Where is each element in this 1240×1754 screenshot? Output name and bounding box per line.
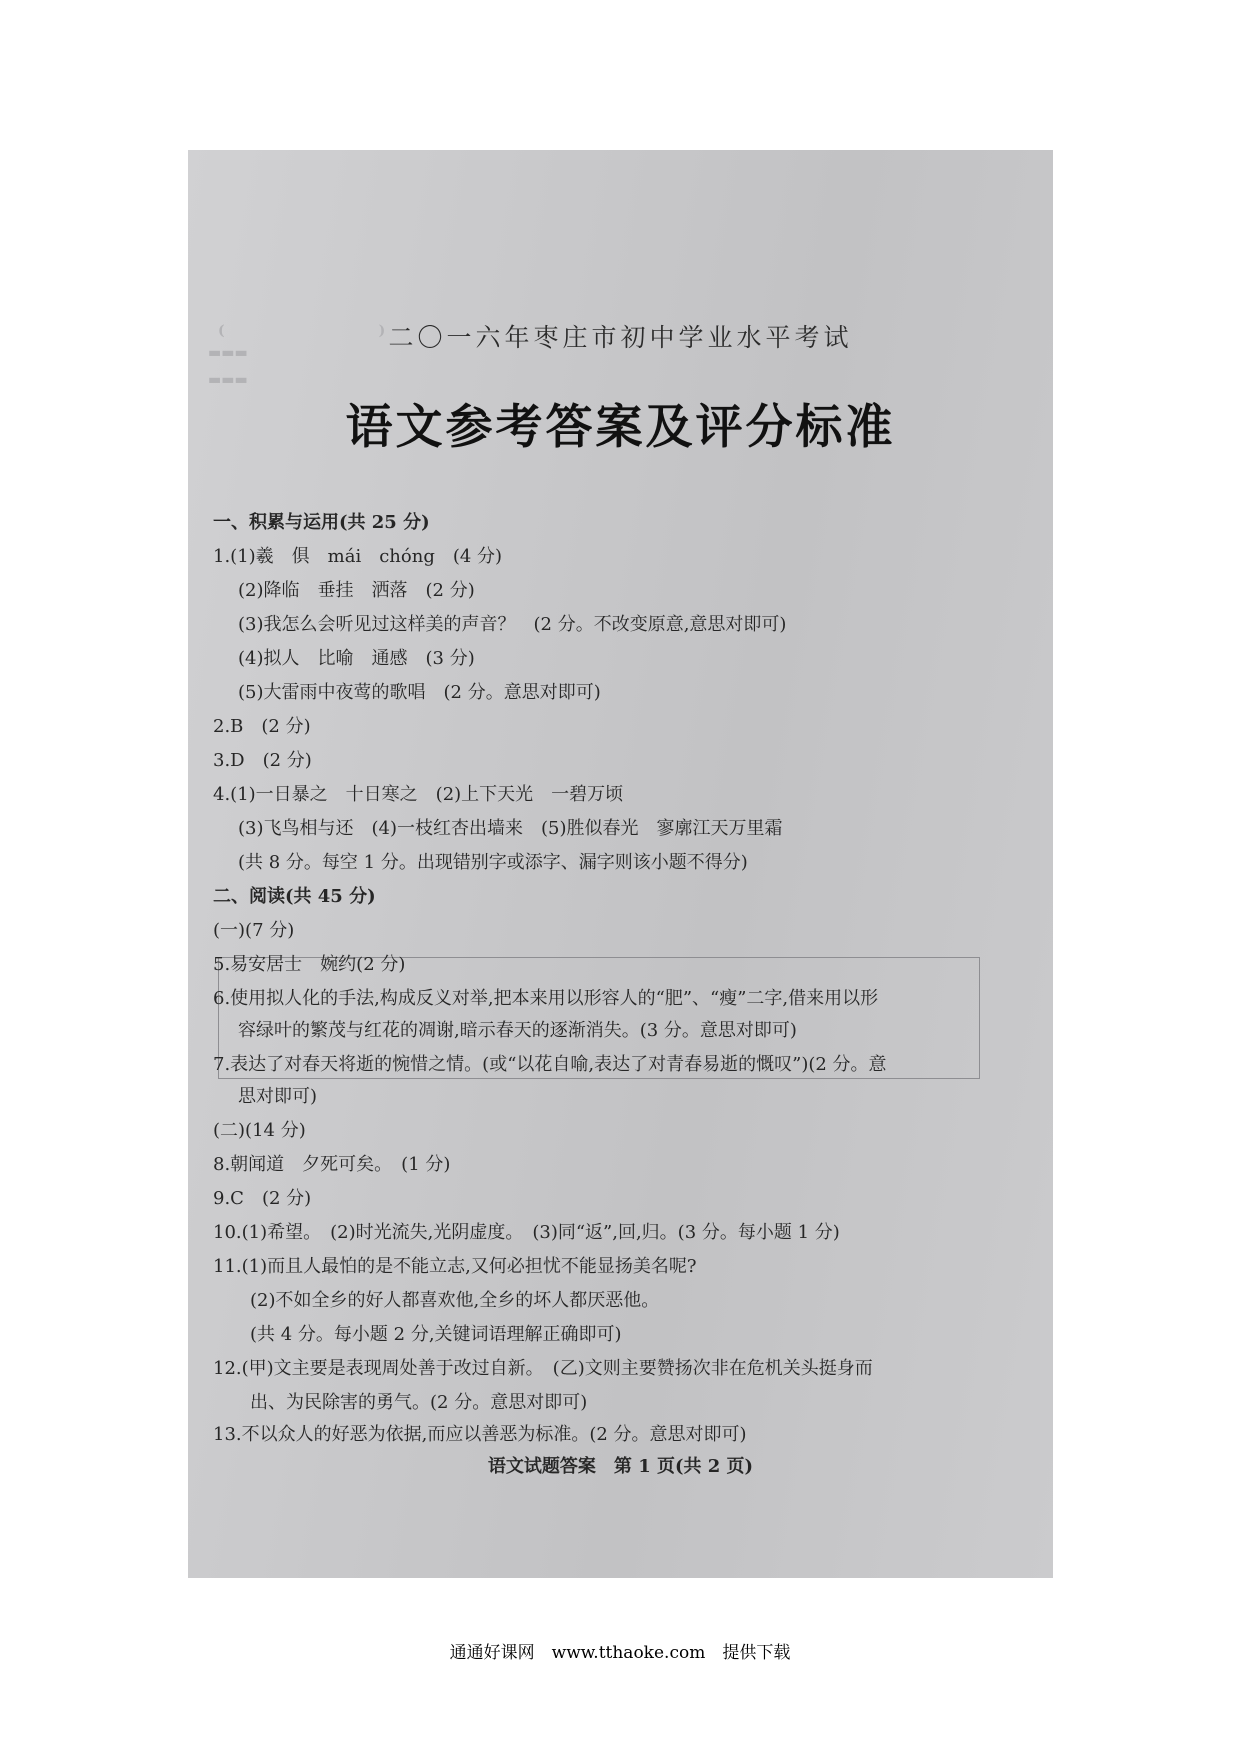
answer-line: 5.易安居士 婉约(2 分) (213, 954, 406, 975)
answer-line: (共 8 分。每空 1 分。出现错别字或添字、漏字则该小题不得分) (238, 852, 748, 873)
answer-line: 6.使用拟人化的手法,构成反义对举,把本来用以形容人的“肥”、“瘦”二字,借来用以形 (213, 988, 879, 1009)
bleed-through-mark: ▬▬▬ (208, 372, 248, 388)
answer-line: (4)拟人 比喻 通感 (3 分) (238, 648, 475, 669)
main-title: 语文参考答案及评分标准 (345, 400, 896, 455)
answer-line: 9.C (2 分) (213, 1188, 312, 1209)
exam-title: 二〇一六年枣庄市初中学业水平考试 (388, 323, 853, 352)
answer-line: 13.不以众人的好恶为依据,而应以善恶为标准。(2 分。意思对即可) (213, 1424, 747, 1445)
answer-line: (3)我怎么会听见过这样美的声音？ (2 分。不改变原意,意思对即可) (238, 614, 787, 635)
answer-line: 2.B (2 分) (213, 716, 311, 737)
answer-line: (2)降临 垂挂 洒落 (2 分) (238, 580, 475, 601)
answer-line: (3)飞鸟相与还 (4)一枝红杏出墙来 (5)胜似春光 寥廓江天万里霜 (238, 818, 783, 839)
answer-line: 3.D (2 分) (213, 750, 312, 771)
download-credit: 通通好课网 www.tthaoke.com 提供下载 (449, 1643, 791, 1663)
answer-line: 11.(1)而且人最怕的是不能立志,又何必担忧不能显扬美名呢? (213, 1256, 697, 1277)
answer-line: 容绿叶的繁茂与红花的凋谢,暗示春天的逐渐消失。(3 分。意思对即可) (238, 1020, 797, 1041)
answer-line: 4.(1)一日暴之 十日寒之 (2)上下天光 一碧万顷 (213, 784, 624, 805)
answer-line: (2)不如全乡的好人都喜欢他,全乡的坏人都厌恶他。 (250, 1290, 660, 1311)
answer-line: (5)大雷雨中夜莺的歌唱 (2 分。意思对即可) (238, 682, 601, 703)
answer-line: (共 4 分。每小题 2 分,关键词语理解正确即可) (250, 1324, 622, 1345)
page-footer: 语文试题答案 第 1 页(共 2 页) (487, 1456, 754, 1477)
answer-line: 思对即可) (238, 1086, 318, 1107)
section-heading: 一、积累与运用(共 25 分) (213, 512, 430, 533)
answer-line: 出、为民除害的勇气。(2 分。意思对即可) (250, 1392, 588, 1413)
bleed-through-mark: ( ) (218, 323, 386, 339)
answer-line: 12.(甲)文主要是表现周处善于改过自新。 (乙)文则主要赞扬次非在危机关头挺身而 (213, 1358, 873, 1379)
answer-line: 1.(1)羲 俱 mái chóng (4 分) (213, 546, 503, 567)
answer-line: 8.朝闻道 夕死可矣。 (1 分) (213, 1154, 451, 1175)
section-heading: 二、阅读(共 45 分) (213, 886, 376, 907)
answer-line: (一)(7 分) (213, 920, 295, 941)
answer-line: 7.表达了对春天将逝的惋惜之情。(或“以花自喻,表达了对青春易逝的慨叹”)(2 分。意 (213, 1054, 887, 1075)
scanned-answer-page (188, 150, 1053, 1578)
answer-line: (二)(14 分) (213, 1120, 306, 1141)
answer-line: 10.(1)希望。 (2)时光流失,光阴虚度。 (3)同“返”,回,归。(3 分。每小题 1 分) (213, 1222, 840, 1243)
bleed-through-mark: ▬▬▬ (208, 345, 248, 361)
